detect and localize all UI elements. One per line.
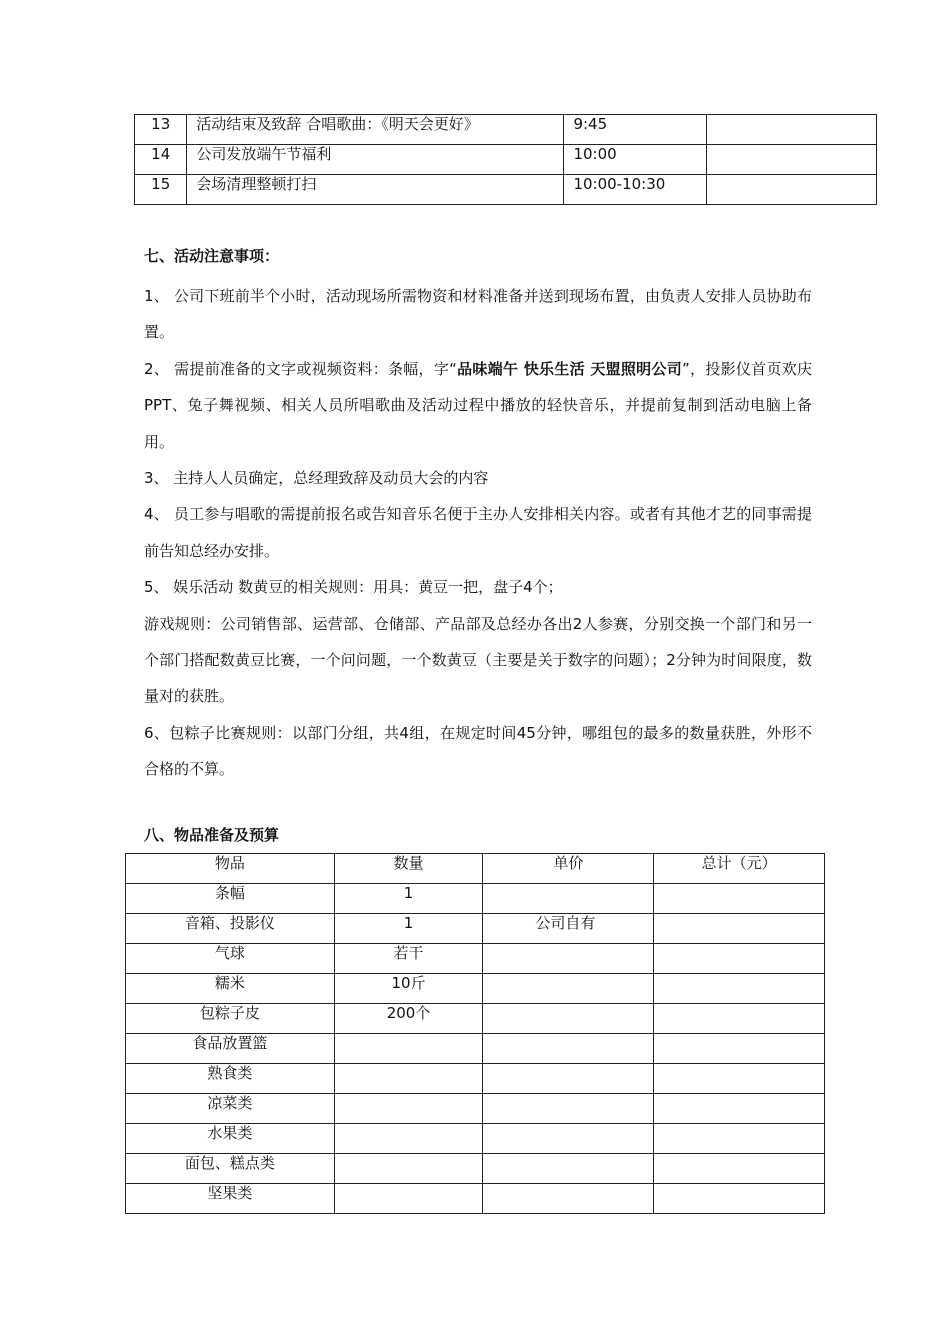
- qty-cell: [334, 1034, 483, 1064]
- item-cell: 面包、糕点类: [126, 1154, 335, 1184]
- header-item: 物品: [126, 854, 335, 884]
- total-cell: [654, 974, 825, 1004]
- item-cell: 凉菜类: [126, 1094, 335, 1124]
- qty-cell: [334, 1154, 483, 1184]
- note-item-4: 4、 员工参与唱歌的需提前报名或告知音乐名便于主办人安排相关内容。或者有其他才艺的同事需提前告知总经办安排。: [144, 505, 812, 560]
- note-item-3: 3、 主持人人员确定，总经理致辞及动员大会的内容: [144, 469, 489, 488]
- item-cell: 糯米: [126, 974, 335, 1004]
- note-item-5-rules: 游戏规则：公司销售部、运营部、仓储部、产品部及总经办各出2人参赛，分别交换一个部门和另一个部门搭配数黄豆比赛，一个问问题，一个数黄豆（主要是关于数字的问题）；2分钟为时间限度，数量对的获胜。: [144, 614, 812, 706]
- note-item-2-text: 2、 需提前准备的文字或视频资料：条幅，字“: [144, 359, 457, 378]
- banner-text: 品味端午 快乐生活 天盟照明公司: [456, 359, 683, 378]
- price-cell: 公司自有: [483, 914, 654, 944]
- item-cell: 包粽子皮: [126, 1004, 335, 1034]
- note-cell: [706, 145, 876, 175]
- time-cell: 9:45: [564, 115, 707, 145]
- time-cell: 10:00-10:30: [564, 175, 707, 205]
- step-number: 13: [135, 115, 187, 145]
- qty-cell: [334, 1124, 483, 1154]
- qty-cell: 1: [334, 914, 483, 944]
- total-cell: [654, 1184, 825, 1214]
- price-cell: [483, 1094, 654, 1124]
- activity-cell: 活动结束及致辞 合唱歌曲：《明天会更好》: [187, 115, 564, 145]
- notes-title: 七、活动注意事项：: [144, 247, 280, 265]
- schedule-table: [134, 114, 877, 205]
- schedule-row: [135, 115, 877, 145]
- total-cell: [654, 1124, 825, 1154]
- qty-cell: [334, 1184, 483, 1214]
- item-cell: 气球: [126, 944, 335, 974]
- item-cell: 坚果类: [126, 1184, 335, 1214]
- time-cell: 10:00: [564, 145, 707, 175]
- note-item-2: [144, 351, 812, 460]
- price-cell: [483, 1064, 654, 1094]
- price-cell: [483, 884, 654, 914]
- note-cell: [706, 115, 876, 145]
- price-cell: [483, 974, 654, 1004]
- price-cell: [483, 1124, 654, 1154]
- budget-header-row: [126, 854, 825, 884]
- schedule-row: [135, 175, 877, 205]
- budget-row: [126, 1094, 825, 1124]
- item-cell: 音箱、投影仪: [126, 914, 335, 944]
- step-number: 14: [135, 145, 187, 175]
- item-cell: 水果类: [126, 1124, 335, 1154]
- qty-cell: 若干: [334, 944, 483, 974]
- price-cell: [483, 1184, 654, 1214]
- qty-cell: 10斤: [334, 974, 483, 1004]
- total-cell: [654, 944, 825, 974]
- total-cell: [654, 1004, 825, 1034]
- note-item-1: 1、 公司下班前半个小时，活动现场所需物资和材料准备并送到现场布置，由负责人安排人员协助布置。: [144, 287, 812, 342]
- total-cell: [654, 1064, 825, 1094]
- qty-cell: [334, 1094, 483, 1124]
- budget-row: [126, 974, 825, 1004]
- activity-cell: 公司发放端午节福利: [187, 145, 564, 175]
- budget-row: [126, 1004, 825, 1034]
- price-cell: [483, 1034, 654, 1064]
- budget-title: 八、物品准备及预算: [144, 826, 280, 844]
- note-cell: [706, 175, 876, 205]
- qty-cell: 200个: [334, 1004, 483, 1034]
- total-cell: [654, 1154, 825, 1184]
- header-total: 总计（元）: [654, 854, 825, 884]
- note-item-6: 6、包粽子比赛规则：以部门分组，共4组，在规定时间45分钟，哪组包的最多的数量获胜，外形不合格的不算。: [144, 723, 812, 779]
- item-cell: 熟食类: [126, 1064, 335, 1094]
- header-price: 单价: [483, 854, 654, 884]
- activity-cell: 会场清理整顿打扫: [187, 175, 564, 205]
- item-cell: 食品放置篮: [126, 1034, 335, 1064]
- budget-row: [126, 1124, 825, 1154]
- budget-row: [126, 914, 825, 944]
- budget-row: [126, 884, 825, 914]
- total-cell: [654, 914, 825, 944]
- price-cell: [483, 1154, 654, 1184]
- total-cell: [654, 884, 825, 914]
- step-number: 15: [135, 175, 187, 205]
- notes-section: [144, 278, 812, 788]
- budget-row: [126, 944, 825, 974]
- qty-cell: 1: [334, 884, 483, 914]
- qty-cell: [334, 1064, 483, 1094]
- price-cell: [483, 1004, 654, 1034]
- note-item-5: 5、 娱乐活动 数黄豆的相关规则：用具：黄豆一把，盘子4个；: [144, 578, 563, 597]
- price-cell: [483, 944, 654, 974]
- schedule-row: [135, 145, 877, 175]
- budget-row: [126, 1184, 825, 1214]
- budget-table: [125, 853, 825, 1214]
- note-item-2-text-cont: ”，投影仪首页欢庆PPT、兔子舞视频、相关人员所唱歌曲及活动过程中播放的轻快音乐，并提前复制到活动电脑上备用。: [144, 359, 812, 451]
- header-qty: 数量: [334, 854, 483, 884]
- budget-row: [126, 1034, 825, 1064]
- total-cell: [654, 1094, 825, 1124]
- budget-row: [126, 1154, 825, 1184]
- total-cell: [654, 1034, 825, 1064]
- budget-row: [126, 1064, 825, 1094]
- item-cell: 条幅: [126, 884, 335, 914]
